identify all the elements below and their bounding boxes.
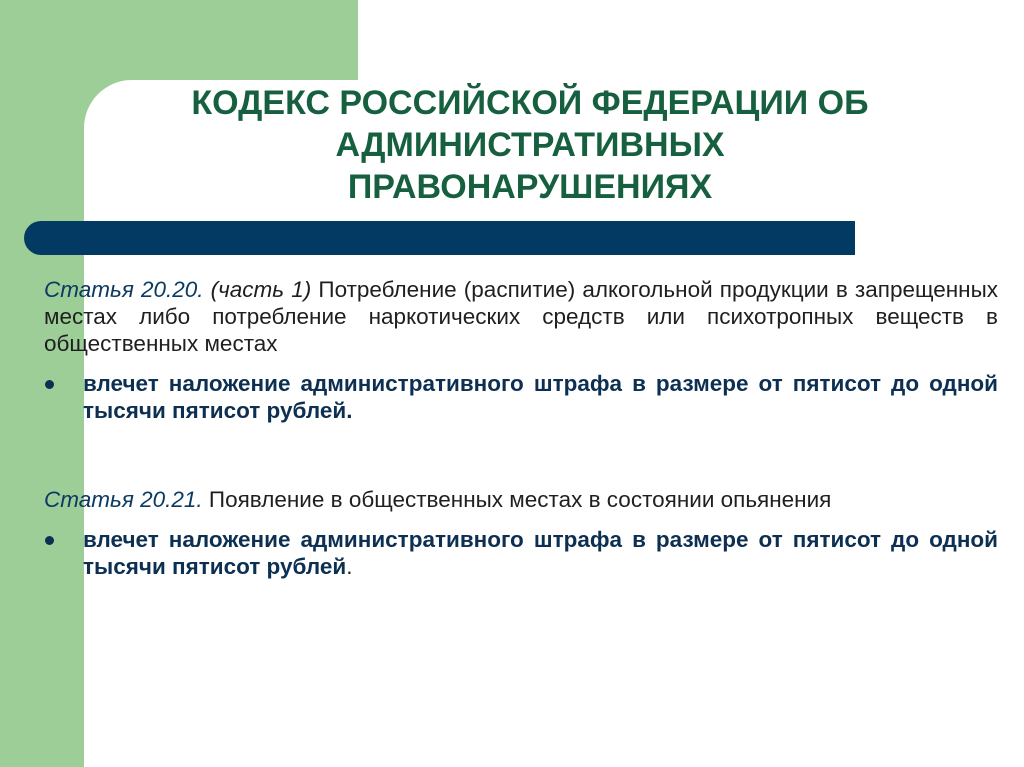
slide-title <box>110 82 950 208</box>
penalty-bullet <box>44 370 998 424</box>
article-paragraph <box>44 276 998 357</box>
penalty-bullet <box>44 526 998 580</box>
article-label: Статья 20.21. <box>44 487 203 512</box>
title-line-2: АДМИНИСТРАТИВНЫХ <box>335 126 725 164</box>
article-text: Появление в общественных местах в состоянии опьянения <box>208 487 832 512</box>
article-part: (часть 1) <box>210 277 312 302</box>
bullet-dot-icon <box>45 536 54 545</box>
title-line-1: КОДЕКС РОССИЙСКОЙ ФЕДЕРАЦИИ ОБ <box>191 84 869 122</box>
article-paragraph <box>44 486 998 513</box>
title-underline-bar <box>24 221 855 255</box>
article-label: Статья 20.20. <box>44 277 204 302</box>
penalty-text: влечет наложение административного штрафа в размере от пятисот до одной тысячи пятисот рублей. <box>83 371 998 423</box>
penalty-end: . <box>346 554 353 579</box>
slide-content <box>44 276 998 580</box>
bullet-dot-icon <box>45 380 54 389</box>
penalty-text: влечет наложение административного штрафа в размере от пятисот до одной тысячи пятисот рублей <box>83 527 998 579</box>
title-line-3: ПРАВОНАРУШЕНИЯХ <box>347 168 713 206</box>
article-text: Потребление (распитие) алкогольной продукции в запрещенных местах либо потребление наркотических средств или психотропных веществ в общественных местах <box>44 277 999 356</box>
